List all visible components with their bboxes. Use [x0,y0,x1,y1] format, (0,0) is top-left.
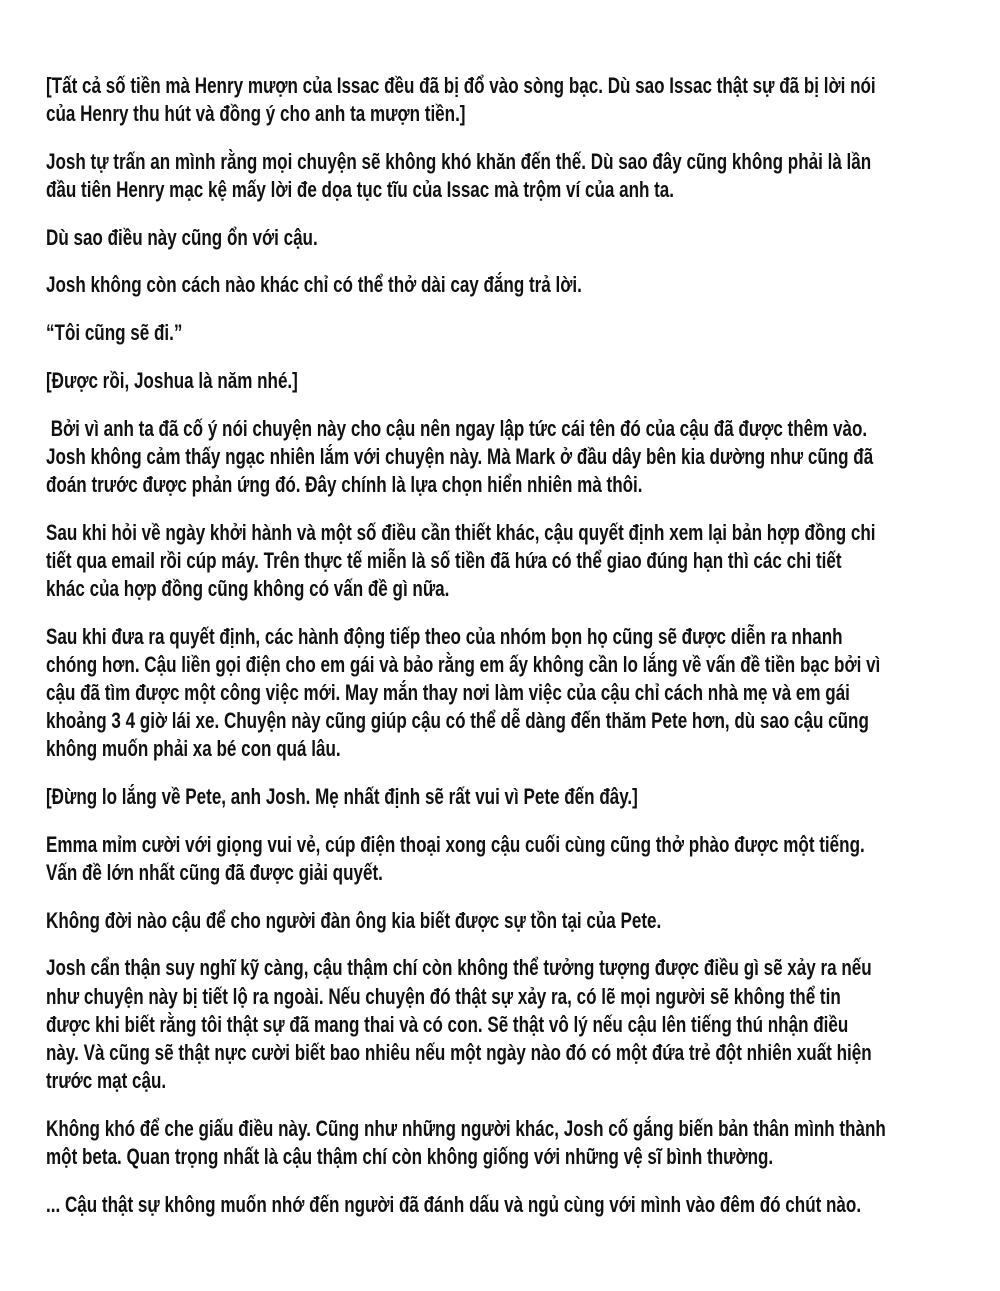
text-line: ... Cậu thật sự không muốn nhớ đến người đã đánh dấu và ngủ cùng với mình vào đêm đó chút nào. [46,1191,862,1217]
paragraph-1 [46,72,976,128]
text-line: Bởi vì anh ta đã cố ý nói chuyện này cho cậu nên ngay lập tức cái tên đó của cậu đã được thêm vào. [46,415,868,441]
text-line: Không khó để che giấu điều này. Cũng như những người khác, Josh cố gắng biến bản thân mình thành [46,1115,886,1141]
text-line: [Tất cả số tiền mà Henry mượn của Issac đều đã bị đổ vào sòng bạc. Dù sao Issac thật sự đã bị lời nói [46,73,876,98]
paragraph-13 [46,954,976,1095]
paragraph-14 [46,1115,976,1171]
text-line: được khi biết rằng tôi thật sự đã mang thai và có con. Sẽ thật vô lý nếu cậu lên tiếng thú nhận điều [46,1011,849,1037]
text-line: đoán trước được phản ứng đó. Đây chính là lựa chọn hiển nhiên mà thôi. [46,471,643,497]
paragraph-2 [46,148,976,204]
text-line: này. Và cũng sẽ thật nực cười biết bao nhiêu nếu một ngày nào đó có một đứa trẻ đột nhiên xuất hiện [46,1039,872,1065]
text-line: [Đừng lo lắng về Pete, anh Josh. Mẹ nhất định sẽ rất vui vì Pete đến đây.] [46,784,638,810]
text-line: đầu tiên Henry mạc kệ mấy lời đe dọa tục tĩu của Issac mà trộm ví của anh ta. [46,177,675,203]
text-line: Sau khi hỏi về ngày khởi hành và một số điều cần thiết khác, cậu quyết định xem lại bản hợp đồng chi [46,519,876,545]
paragraph-7 [46,415,976,500]
text-line: Josh tự trấn an mình rằng mọi chuyện sẽ không khó khăn đến thế. Dù sao đây cũng không phải là lần [46,148,872,174]
paragraph-11 [46,831,976,887]
text-line: “Tôi cũng sẽ đi.” [46,320,183,346]
text-line: Emma mỉm cười với giọng vui vẻ, cúp điện thoại xong cậu cuối cùng cũng thở phào được một tiếng. [46,831,865,857]
text-line: khác của hợp đồng cũng không có vấn đề gì nữa. [46,575,450,601]
text-line: Josh cẩn thận suy nghĩ kỹ càng, cậu thậm chí còn không thể tưởng tượng được điều gì sẽ xảy ra nếu [46,955,872,981]
text-line: Josh không cảm thấy ngạc nhiên lắm với chuyện này. Mà Mark ở đầu dây bên kia dường như cũng đã [46,443,874,469]
text-line: như chuyện này bị tiết lộ ra ngoài. Nếu chuyện đó thật sự xảy ra, có lẽ mọi người sẽ không thể tin [46,983,841,1009]
paragraph-9 [46,623,976,764]
paragraph-4 [46,271,976,299]
text-line: [Được rồi, Joshua là năm nhé.] [46,367,298,393]
text-line: tiết qua email rồi cúp máy. Trên thực tế miễn là số tiền đã hứa có thể giao đúng hạn thì các chi tiết [46,547,842,573]
text-line: Dù sao điều này cũng ổn với cậu. [46,224,318,250]
text-line: không muốn phải xa bé con quá lâu. [46,736,341,762]
text-line: trước mạt cậu. [46,1068,167,1094]
text-line: một beta. Quan trọng nhất là cậu thậm chí còn không giống với những vệ sĩ bình thường. [46,1143,774,1169]
paragraph-15 [46,1191,976,1219]
paragraph-6 [46,367,976,395]
text-line: cậu đã tìm được một công việc mới. May mắn thay nơi làm việc của cậu chỉ cách nhà mẹ và em gái [46,680,850,705]
text-line: Vấn đề lớn nhất cũng đã được giải quyết. [46,859,383,885]
text-line: của Henry thu hút và đồng ý cho anh ta mượn tiền.] [46,101,466,127]
document-page [46,72,976,1238]
text-line: khoảng 3 4 giờ lái xe. Chuyện này cũng giúp cậu có thể dễ dàng đến thăm Pete hơn, dù sao cậu cũng [46,708,869,734]
text-line: Josh không còn cách nào khác chỉ có thể thở dài cay đắng trả lời. [46,272,582,298]
paragraph-8 [46,519,976,604]
paragraph-3 [46,224,976,252]
text-line: Không đời nào cậu để cho người đàn ông kia biết được sự tồn tại của Pete. [46,907,662,933]
text-line: Sau khi đưa ra quyết định, các hành động tiếp theo của nhóm bọn họ cũng sẽ được diễn ra nhanh [46,623,843,649]
paragraph-10 [46,783,976,811]
paragraph-12 [46,907,976,935]
paragraph-5 [46,319,976,347]
text-line: chóng hơn. Cậu liền gọi điện cho em gái và bảo rằng em ấy không cần lo lắng về vấn đề tiền bạc bởi vì [46,651,881,677]
